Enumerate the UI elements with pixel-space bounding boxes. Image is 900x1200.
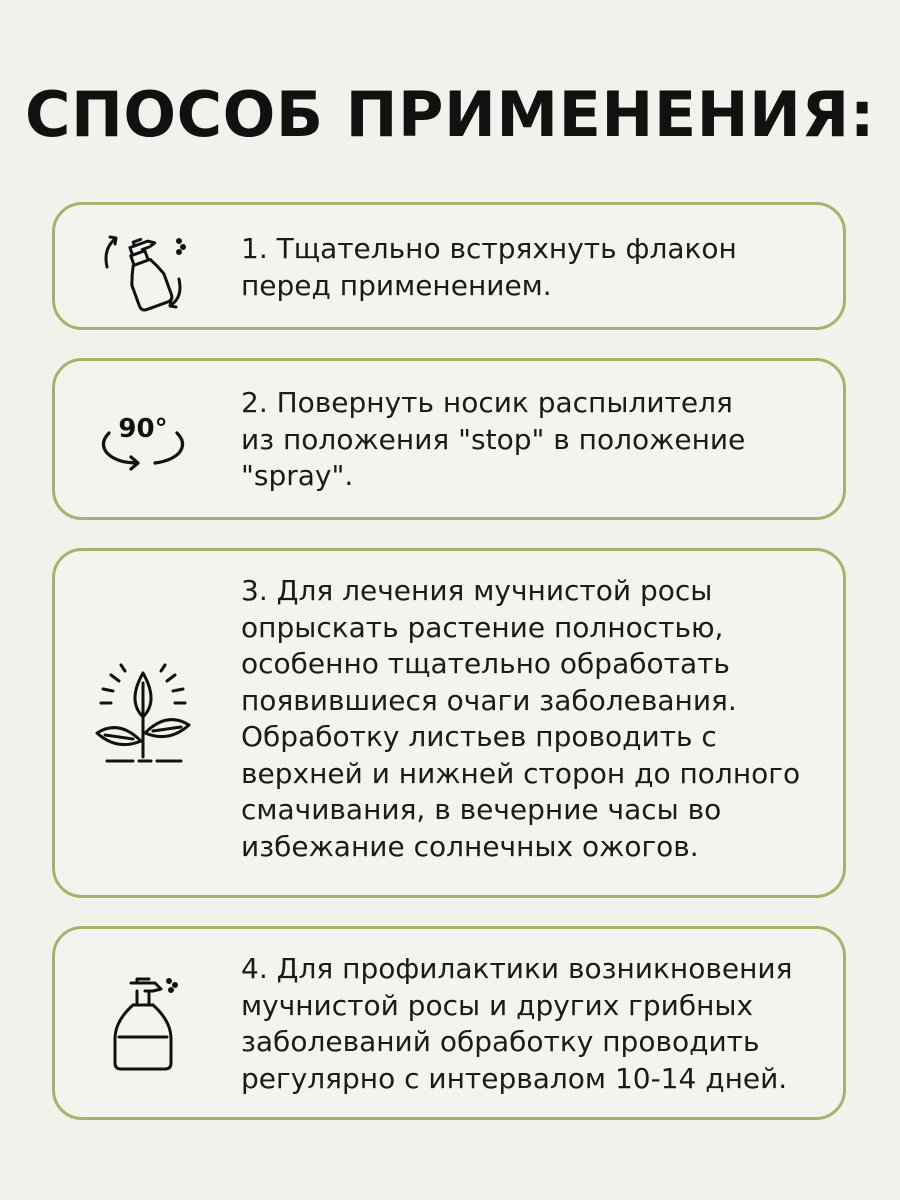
- step-card-1: [52, 202, 846, 330]
- page-title: СПОСОБ ПРИМЕНЕНИЯ:: [25, 78, 875, 151]
- rotate-90-label: 90°: [118, 414, 168, 444]
- plant-sprout-icon: [93, 657, 193, 773]
- step-text-3: 3. Для лечения мучнистой росы опрыскать растение полностью, особенно тщательно обработать появившиеся очаги заболевания. Обработку листьев проводить с верхней и нижней сторон до полного смачивания, в вечерние часы во избежание солнечных ожогов.: [241, 574, 801, 863]
- step-card-3: [52, 548, 846, 898]
- step-text-4: 4. Для профилактики возникновения мучнистой росы и других грибных заболеваний обработку проводить регулярно с интервалом 10-14 дней.: [241, 952, 793, 1095]
- step-text-1: 1. Тщательно встряхнуть флакон перед применением.: [241, 232, 737, 302]
- shake-spray-bottle-icon: [93, 219, 193, 319]
- step-card-4: [52, 926, 846, 1120]
- step-text-2: 2. Повернуть носик распылителя из положения "stop" в положение "spray".: [241, 386, 746, 492]
- step-card-2: [52, 358, 846, 520]
- spray-bottle-icon: [93, 975, 193, 1075]
- rotate-90-icon: [93, 391, 193, 491]
